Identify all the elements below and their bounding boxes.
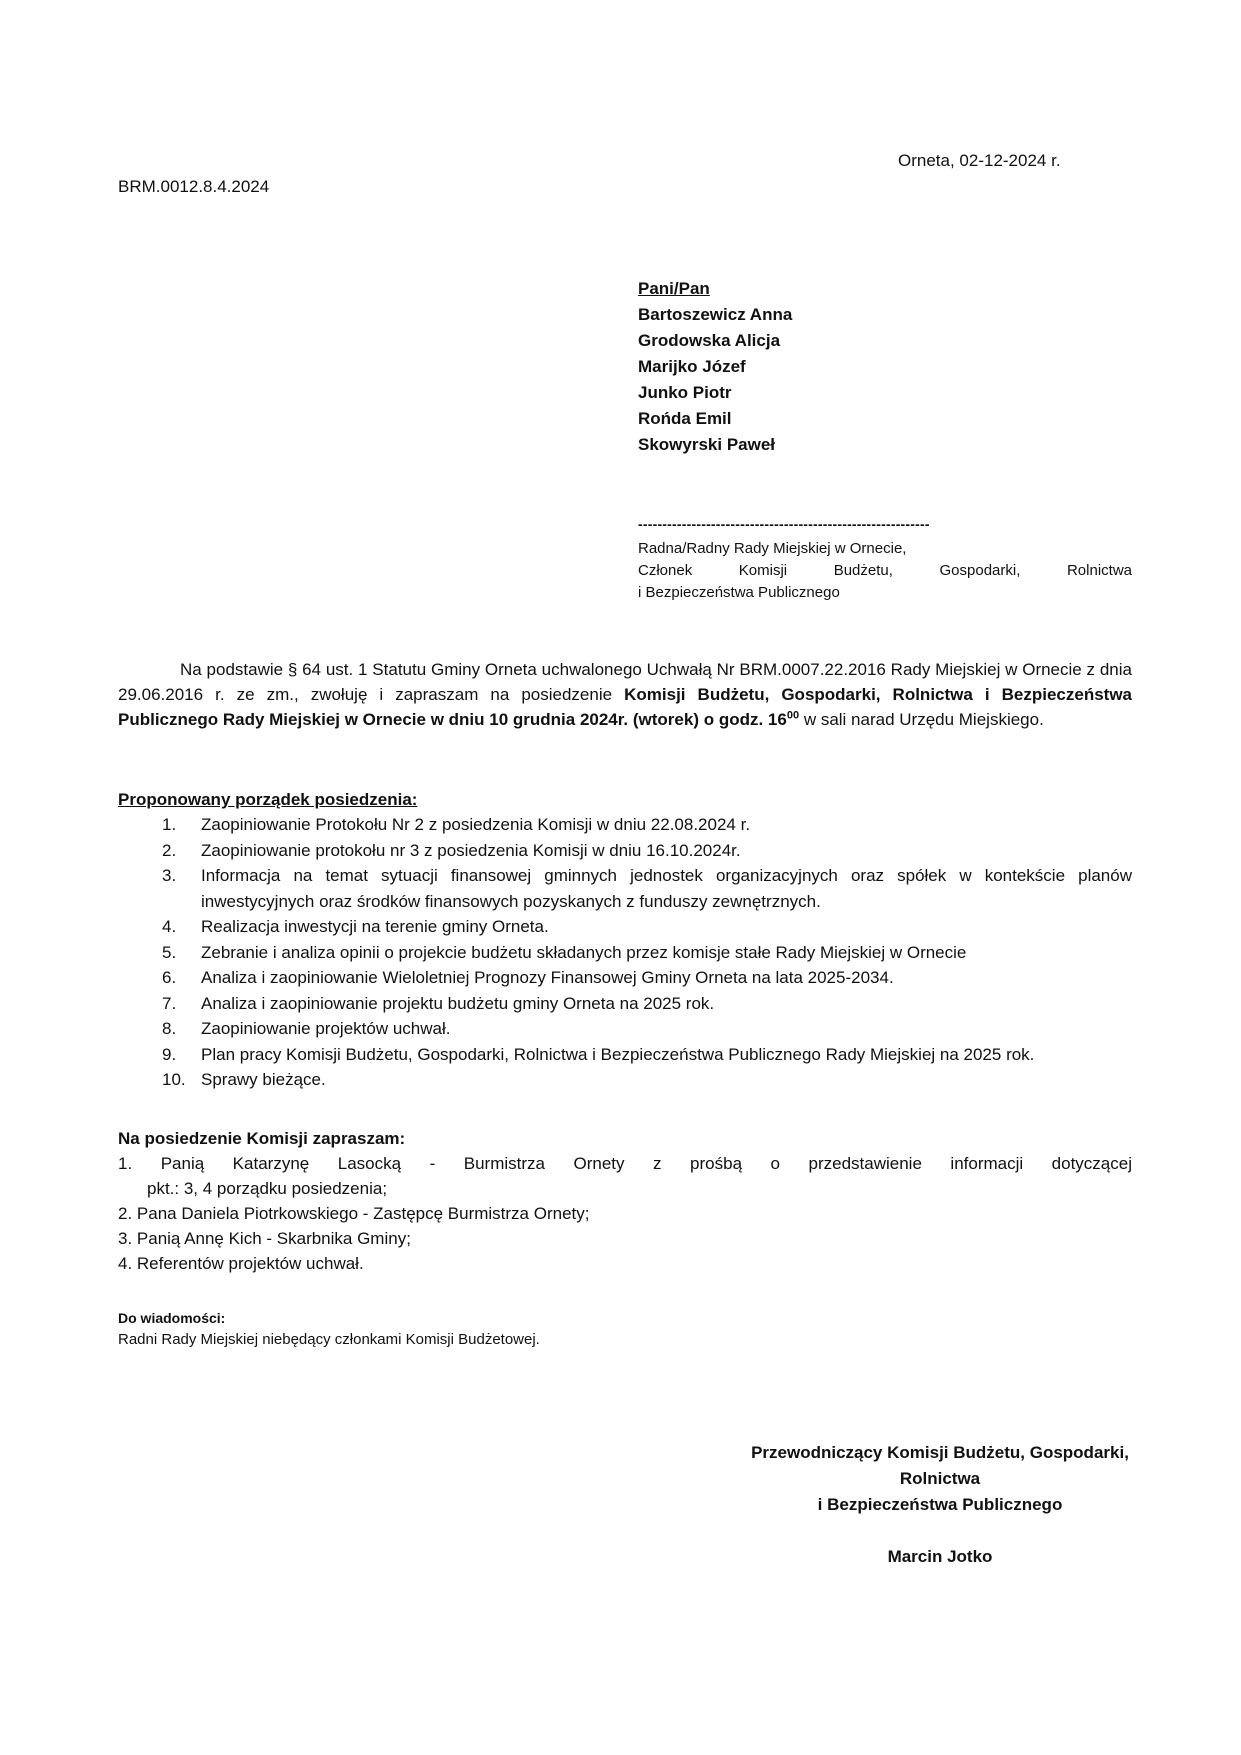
invitation-text: 1. Panią Katarzynę Lasocką - Burmistrza Ornety z prośbą o przedstawienie informacji dotyczącej [118,1154,1132,1173]
invitation-item [118,1151,1132,1201]
agenda-item-number: 9. [162,1044,177,1064]
signature-title-line: Przewodniczący Komisji Budżetu, Gospodarki, [751,1443,1129,1462]
agenda-item-number: 5. [162,942,177,962]
agenda-item [148,991,1132,1017]
agenda-item-number: 3. [162,866,177,885]
agenda-item-text: Analiza i zaopiniowanie projektu budżetu gminy Orneta na 2025 rok. [201,993,715,1013]
agenda-item [148,940,1132,966]
signatory-name: Marcin Jotko [887,1547,993,1566]
addressee-name: Skowyrski Paweł [638,435,776,454]
intro-text: Na podstawie § 64 ust. 1 Statutu Gminy Orneta uchwalonego Uchwałą Nr BRM.0007.22.2016 Rady Miejskiej w Ornecie z dnia 29.06.2016 r. ze zm., zwołuję i zapraszam na posiedzenie [118,660,1132,704]
agenda-item [148,965,1132,991]
addressee-name: Rońda Emil [638,409,732,428]
agenda-item [148,1016,1132,1042]
time-superscript: 00 [786,709,800,722]
role-line: Radna/Radny Rady Miejskiej w Ornecie, [638,540,907,557]
invitation-item: 2. Pana Daniela Piotrkowskiego - Zastępcę Burmistrza Ornety; [118,1204,590,1223]
agenda-item [148,914,1132,940]
place-date: Orneta, 02-12-2024 r. [898,151,1061,170]
agenda-item-text: Zebranie i analiza opinii o projekcie budżetu składanych przez komisje stałe Rady Miejskiej w Ornecie [201,942,967,962]
role-line: i Bezpieczeństwa Publicznego [638,584,840,601]
addressee-role [638,538,1132,604]
invitation-item: 4. Referentów projektów uchwał. [118,1254,364,1273]
agenda-item-number: 4. [162,917,177,936]
invitations-list [118,1151,1132,1276]
agenda-item-text: Zaopiniowanie Protokołu Nr 2 z posiedzenia Komisji w dniu 22.08.2024 r. [201,815,751,834]
invitation-item: 3. Panią Annę Kich - Skarbnika Gminy; [118,1229,411,1248]
salutation: Pani/Pan [638,279,710,298]
agenda-item [148,863,1132,914]
agenda-item-number: 10. [162,1070,186,1089]
ending-text: w sali narad Urzędu Miejskiego. [799,710,1044,729]
addressee-name: Marijko Józef [638,357,746,376]
agenda-item-number: 7. [162,993,177,1013]
agenda-item [148,812,1132,838]
agenda-item-text: Realizacja inwestycji na terenie gminy Orneta. [201,917,549,936]
agenda-list [148,812,1132,1093]
addressee-name: Junko Piotr [638,383,732,402]
agenda-item [148,1067,1132,1093]
agenda-item-number: 1. [162,815,177,834]
agenda-item-text: Zaopiniowanie protokołu nr 3 z posiedzenia Komisji w dniu 16.10.2024r. [201,840,741,860]
dash-separator: ------------------------------------------------------------ [638,516,930,532]
agenda-item-text: Analiza i zaopiniowanie Wieloletniej Prognozy Finansowej Gminy Orneta na lata 2025-2034. [201,968,894,987]
agenda-item-number: 6. [162,968,177,987]
role-line: Członek Komisji Budżetu, Gospodarki, Rolnictwa [638,562,1132,579]
agenda-item-text: Sprawy bieżące. [201,1070,326,1089]
addressee-name: Bartoszewicz Anna [638,305,793,324]
meeting-details: Komisji Budżetu, Gospodarki, Rolnictwa i Bezpieczeństwa Publicznego Rady Miejskiej w Ornecie w dniu 10 grudnia 2024r. (wtorek) o godz. 16 [118,685,1132,729]
addressee-name: Grodowska Alicja [638,331,781,350]
notice-title: Do wiadomości: [118,1310,226,1326]
agenda-item-text: Informacja na temat sytuacji finansowej gminnych jednostek organizacyjnych oraz spółek w kontekście planów inwestycyjnych oraz środków finansowych pozyskanych z funduszy zewnętrznych. [201,866,1132,911]
invitation-paragraph [118,657,1132,732]
agenda-title: Proponowany porządek posiedzenia: [118,790,418,809]
agenda-item-text: Plan pracy Komisji Budżetu, Gospodarki, Rolnictwa i Bezpieczeństwa Publicznego Rady Miejskiej na 2025 rok. [201,1044,1035,1064]
agenda-item [148,838,1132,864]
invitation-text-continued: pkt.: 3, 4 porządku posiedzenia; [147,1179,388,1198]
notice-text: Radni Rady Miejskiej niebędący członkami Komisji Budżetowej. [118,1331,540,1348]
signature-title-line: i Bezpieczeństwa Publicznego [817,1495,1063,1514]
addressee-block [638,276,792,458]
agenda-item-text: Zaopiniowanie projektów uchwał. [201,1019,451,1038]
agenda-item-number: 2. [162,840,177,860]
agenda-item [148,1042,1132,1068]
document-reference: BRM.0012.8.4.2024 [118,177,270,196]
agenda-item-number: 8. [162,1019,177,1038]
invitations-title: Na posiedzenie Komisji zapraszam: [118,1129,406,1148]
signature-title-line: Rolnictwa [899,1469,981,1488]
signature-block [700,1440,1180,1570]
